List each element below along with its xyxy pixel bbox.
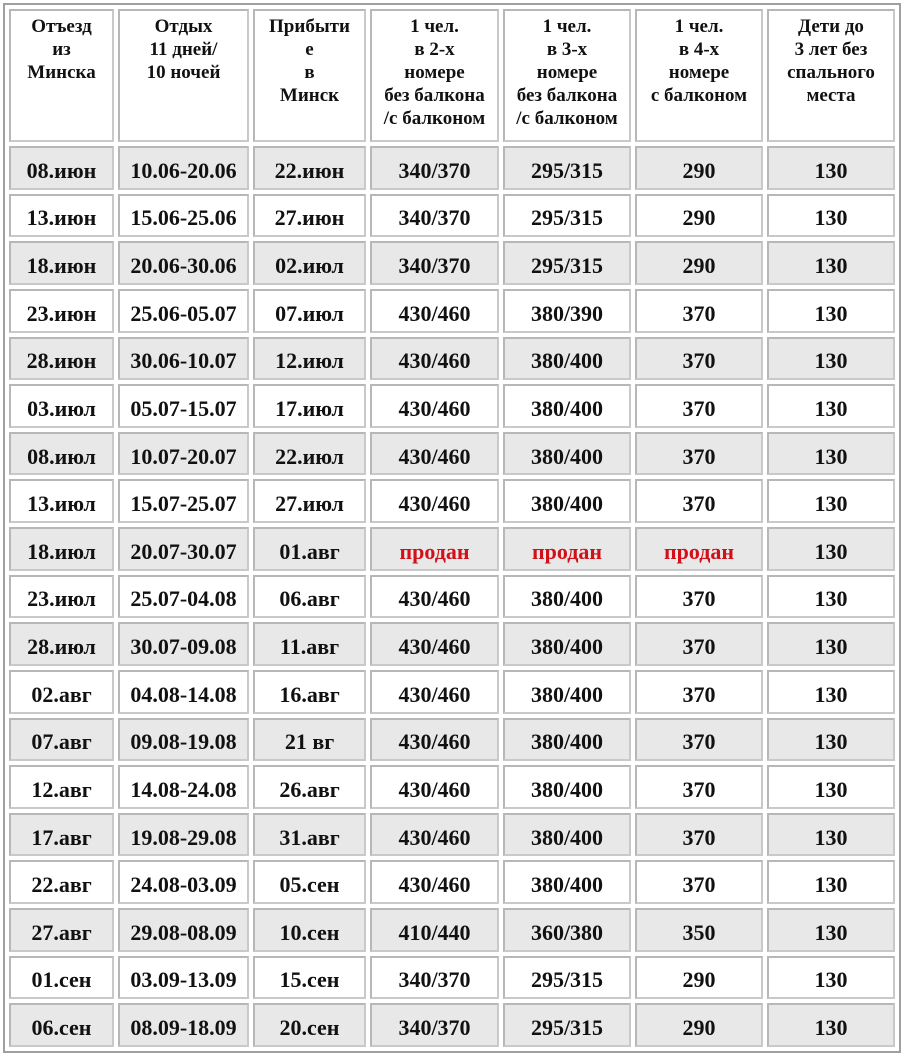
departure-date-cell: 28.июл bbox=[9, 622, 114, 666]
arrival-date-cell: 12.июл bbox=[253, 337, 366, 381]
table-row bbox=[9, 337, 895, 381]
stay-period-cell: 04.08-14.08 bbox=[118, 670, 249, 714]
arrival-date-cell: 20.сен bbox=[253, 1003, 366, 1047]
price-triple-cell: 380/400 bbox=[503, 813, 631, 857]
price-quad-cell: 370 bbox=[635, 670, 763, 714]
arrival-date-cell: 22.июн bbox=[253, 146, 366, 190]
table-row bbox=[9, 908, 895, 952]
departure-date-cell: 08.июн bbox=[9, 146, 114, 190]
arrival-date-cell: 31.авг bbox=[253, 813, 366, 857]
header-arrival-minsk: Прибыти е в Минск bbox=[253, 9, 366, 142]
header-price-quad-room: 1 чел. в 4-х номере с балконом bbox=[635, 9, 763, 142]
arrival-date-cell: 01.авг bbox=[253, 527, 366, 571]
price-children-cell: 130 bbox=[767, 479, 895, 523]
price-triple-cell: 380/400 bbox=[503, 337, 631, 381]
arrival-date-cell: 27.июл bbox=[253, 479, 366, 523]
price-quad-cell: 370 bbox=[635, 337, 763, 381]
departure-date-cell: 23.июн bbox=[9, 289, 114, 333]
price-double-cell: 340/370 bbox=[370, 241, 499, 285]
stay-period-cell: 25.07-04.08 bbox=[118, 575, 249, 619]
table-row bbox=[9, 289, 895, 333]
price-triple-cell: 380/400 bbox=[503, 384, 631, 428]
table-row bbox=[9, 384, 895, 428]
stay-period-cell: 24.08-03.09 bbox=[118, 860, 249, 904]
price-double-cell: 430/460 bbox=[370, 622, 499, 666]
price-double-cell: 340/370 bbox=[370, 956, 499, 1000]
table-row bbox=[9, 765, 895, 809]
price-triple-cell: 295/315 bbox=[503, 1003, 631, 1047]
price-children-cell: 130 bbox=[767, 860, 895, 904]
table-row bbox=[9, 479, 895, 523]
departure-date-cell: 17.авг bbox=[9, 813, 114, 857]
price-triple-cell: 380/400 bbox=[503, 622, 631, 666]
stay-period-cell: 25.06-05.07 bbox=[118, 289, 249, 333]
arrival-date-cell: 17.июл bbox=[253, 384, 366, 428]
stay-period-cell: 14.08-24.08 bbox=[118, 765, 249, 809]
price-quad-cell: 290 bbox=[635, 1003, 763, 1047]
price-quad-cell: 370 bbox=[635, 813, 763, 857]
price-double-cell: 410/440 bbox=[370, 908, 499, 952]
price-triple-cell: 380/400 bbox=[503, 718, 631, 762]
table-row bbox=[9, 813, 895, 857]
price-children-cell: 130 bbox=[767, 622, 895, 666]
table-row bbox=[9, 622, 895, 666]
price-double-cell: продан bbox=[370, 527, 499, 571]
price-triple-cell: 360/380 bbox=[503, 908, 631, 952]
arrival-date-cell: 26.авг bbox=[253, 765, 366, 809]
price-quad-cell: 370 bbox=[635, 432, 763, 476]
arrival-date-cell: 15.сен bbox=[253, 956, 366, 1000]
price-triple-cell: 380/400 bbox=[503, 765, 631, 809]
table-body bbox=[9, 146, 895, 1047]
table-row bbox=[9, 527, 895, 571]
price-triple-cell: 380/400 bbox=[503, 575, 631, 619]
price-double-cell: 430/460 bbox=[370, 860, 499, 904]
price-quad-cell: 290 bbox=[635, 146, 763, 190]
price-children-cell: 130 bbox=[767, 765, 895, 809]
price-double-cell: 430/460 bbox=[370, 765, 499, 809]
price-quad-cell: 290 bbox=[635, 194, 763, 238]
table-row bbox=[9, 956, 895, 1000]
price-triple-cell: 295/315 bbox=[503, 146, 631, 190]
price-double-cell: 430/460 bbox=[370, 337, 499, 381]
tour-price-table bbox=[3, 3, 901, 1053]
table-row bbox=[9, 575, 895, 619]
price-quad-cell: 350 bbox=[635, 908, 763, 952]
arrival-date-cell: 06.авг bbox=[253, 575, 366, 619]
table-row bbox=[9, 718, 895, 762]
price-triple-cell: 380/400 bbox=[503, 432, 631, 476]
price-quad-cell: продан bbox=[635, 527, 763, 571]
price-double-cell: 430/460 bbox=[370, 718, 499, 762]
stay-period-cell: 03.09-13.09 bbox=[118, 956, 249, 1000]
price-children-cell: 130 bbox=[767, 956, 895, 1000]
stay-period-cell: 10.06-20.06 bbox=[118, 146, 249, 190]
price-triple-cell: 295/315 bbox=[503, 956, 631, 1000]
stay-period-cell: 08.09-18.09 bbox=[118, 1003, 249, 1047]
departure-date-cell: 08.июл bbox=[9, 432, 114, 476]
stay-period-cell: 19.08-29.08 bbox=[118, 813, 249, 857]
departure-date-cell: 18.июл bbox=[9, 527, 114, 571]
price-children-cell: 130 bbox=[767, 146, 895, 190]
price-quad-cell: 370 bbox=[635, 718, 763, 762]
stay-period-cell: 30.06-10.07 bbox=[118, 337, 249, 381]
departure-date-cell: 02.авг bbox=[9, 670, 114, 714]
price-quad-cell: 370 bbox=[635, 384, 763, 428]
table-row bbox=[9, 241, 895, 285]
price-children-cell: 130 bbox=[767, 575, 895, 619]
table-row bbox=[9, 432, 895, 476]
arrival-date-cell: 05.сен bbox=[253, 860, 366, 904]
price-triple-cell: продан bbox=[503, 527, 631, 571]
departure-date-cell: 13.июл bbox=[9, 479, 114, 523]
stay-period-cell: 30.07-09.08 bbox=[118, 622, 249, 666]
departure-date-cell: 01.сен bbox=[9, 956, 114, 1000]
header-price-triple-room: 1 чел. в 3-х номере без балкона /с балконом bbox=[503, 9, 631, 142]
arrival-date-cell: 16.авг bbox=[253, 670, 366, 714]
arrival-date-cell: 10.сен bbox=[253, 908, 366, 952]
price-children-cell: 130 bbox=[767, 670, 895, 714]
price-children-cell: 130 bbox=[767, 384, 895, 428]
departure-date-cell: 18.июн bbox=[9, 241, 114, 285]
price-triple-cell: 380/400 bbox=[503, 860, 631, 904]
price-children-cell: 130 bbox=[767, 194, 895, 238]
table-row bbox=[9, 1003, 895, 1047]
price-children-cell: 130 bbox=[767, 432, 895, 476]
stay-period-cell: 29.08-08.09 bbox=[118, 908, 249, 952]
price-double-cell: 430/460 bbox=[370, 432, 499, 476]
stay-period-cell: 10.07-20.07 bbox=[118, 432, 249, 476]
price-quad-cell: 370 bbox=[635, 479, 763, 523]
price-triple-cell: 380/390 bbox=[503, 289, 631, 333]
stay-period-cell: 15.06-25.06 bbox=[118, 194, 249, 238]
header-price-double-room: 1 чел. в 2-х номере без балкона /с балконом bbox=[370, 9, 499, 142]
departure-date-cell: 27.авг bbox=[9, 908, 114, 952]
header-row bbox=[9, 9, 895, 142]
price-children-cell: 130 bbox=[767, 241, 895, 285]
arrival-date-cell: 07.июл bbox=[253, 289, 366, 333]
price-triple-cell: 380/400 bbox=[503, 670, 631, 714]
price-quad-cell: 290 bbox=[635, 956, 763, 1000]
price-double-cell: 430/460 bbox=[370, 813, 499, 857]
arrival-date-cell: 27.июн bbox=[253, 194, 366, 238]
price-double-cell: 430/460 bbox=[370, 670, 499, 714]
header-children-price: Дети до 3 лет без спального места bbox=[767, 9, 895, 142]
price-double-cell: 430/460 bbox=[370, 479, 499, 523]
price-children-cell: 130 bbox=[767, 289, 895, 333]
price-quad-cell: 370 bbox=[635, 289, 763, 333]
stay-period-cell: 15.07-25.07 bbox=[118, 479, 249, 523]
stay-period-cell: 20.07-30.07 bbox=[118, 527, 249, 571]
price-children-cell: 130 bbox=[767, 908, 895, 952]
header-departure-minsk: Отъезд из Минска bbox=[9, 9, 114, 142]
departure-date-cell: 12.авг bbox=[9, 765, 114, 809]
price-quad-cell: 370 bbox=[635, 575, 763, 619]
price-quad-cell: 370 bbox=[635, 622, 763, 666]
header-stay-duration: Отдых 11 дней/ 10 ночей bbox=[118, 9, 249, 142]
price-children-cell: 130 bbox=[767, 813, 895, 857]
departure-date-cell: 07.авг bbox=[9, 718, 114, 762]
price-children-cell: 130 bbox=[767, 1003, 895, 1047]
price-triple-cell: 380/400 bbox=[503, 479, 631, 523]
stay-period-cell: 09.08-19.08 bbox=[118, 718, 249, 762]
price-triple-cell: 295/315 bbox=[503, 241, 631, 285]
table-row bbox=[9, 146, 895, 190]
price-triple-cell: 295/315 bbox=[503, 194, 631, 238]
price-double-cell: 340/370 bbox=[370, 146, 499, 190]
departure-date-cell: 13.июн bbox=[9, 194, 114, 238]
price-double-cell: 340/370 bbox=[370, 194, 499, 238]
departure-date-cell: 06.сен bbox=[9, 1003, 114, 1047]
price-double-cell: 430/460 bbox=[370, 384, 499, 428]
departure-date-cell: 03.июл bbox=[9, 384, 114, 428]
departure-date-cell: 22.авг bbox=[9, 860, 114, 904]
table-row bbox=[9, 670, 895, 714]
arrival-date-cell: 21 вг bbox=[253, 718, 366, 762]
price-children-cell: 130 bbox=[767, 337, 895, 381]
price-double-cell: 430/460 bbox=[370, 289, 499, 333]
price-double-cell: 430/460 bbox=[370, 575, 499, 619]
price-double-cell: 340/370 bbox=[370, 1003, 499, 1047]
departure-date-cell: 23.июл bbox=[9, 575, 114, 619]
table-row bbox=[9, 194, 895, 238]
price-children-cell: 130 bbox=[767, 718, 895, 762]
arrival-date-cell: 22.июл bbox=[253, 432, 366, 476]
price-quad-cell: 370 bbox=[635, 765, 763, 809]
stay-period-cell: 05.07-15.07 bbox=[118, 384, 249, 428]
table-row bbox=[9, 860, 895, 904]
departure-date-cell: 28.июн bbox=[9, 337, 114, 381]
stay-period-cell: 20.06-30.06 bbox=[118, 241, 249, 285]
price-children-cell: 130 bbox=[767, 527, 895, 571]
arrival-date-cell: 02.июл bbox=[253, 241, 366, 285]
price-quad-cell: 370 bbox=[635, 860, 763, 904]
arrival-date-cell: 11.авг bbox=[253, 622, 366, 666]
price-quad-cell: 290 bbox=[635, 241, 763, 285]
